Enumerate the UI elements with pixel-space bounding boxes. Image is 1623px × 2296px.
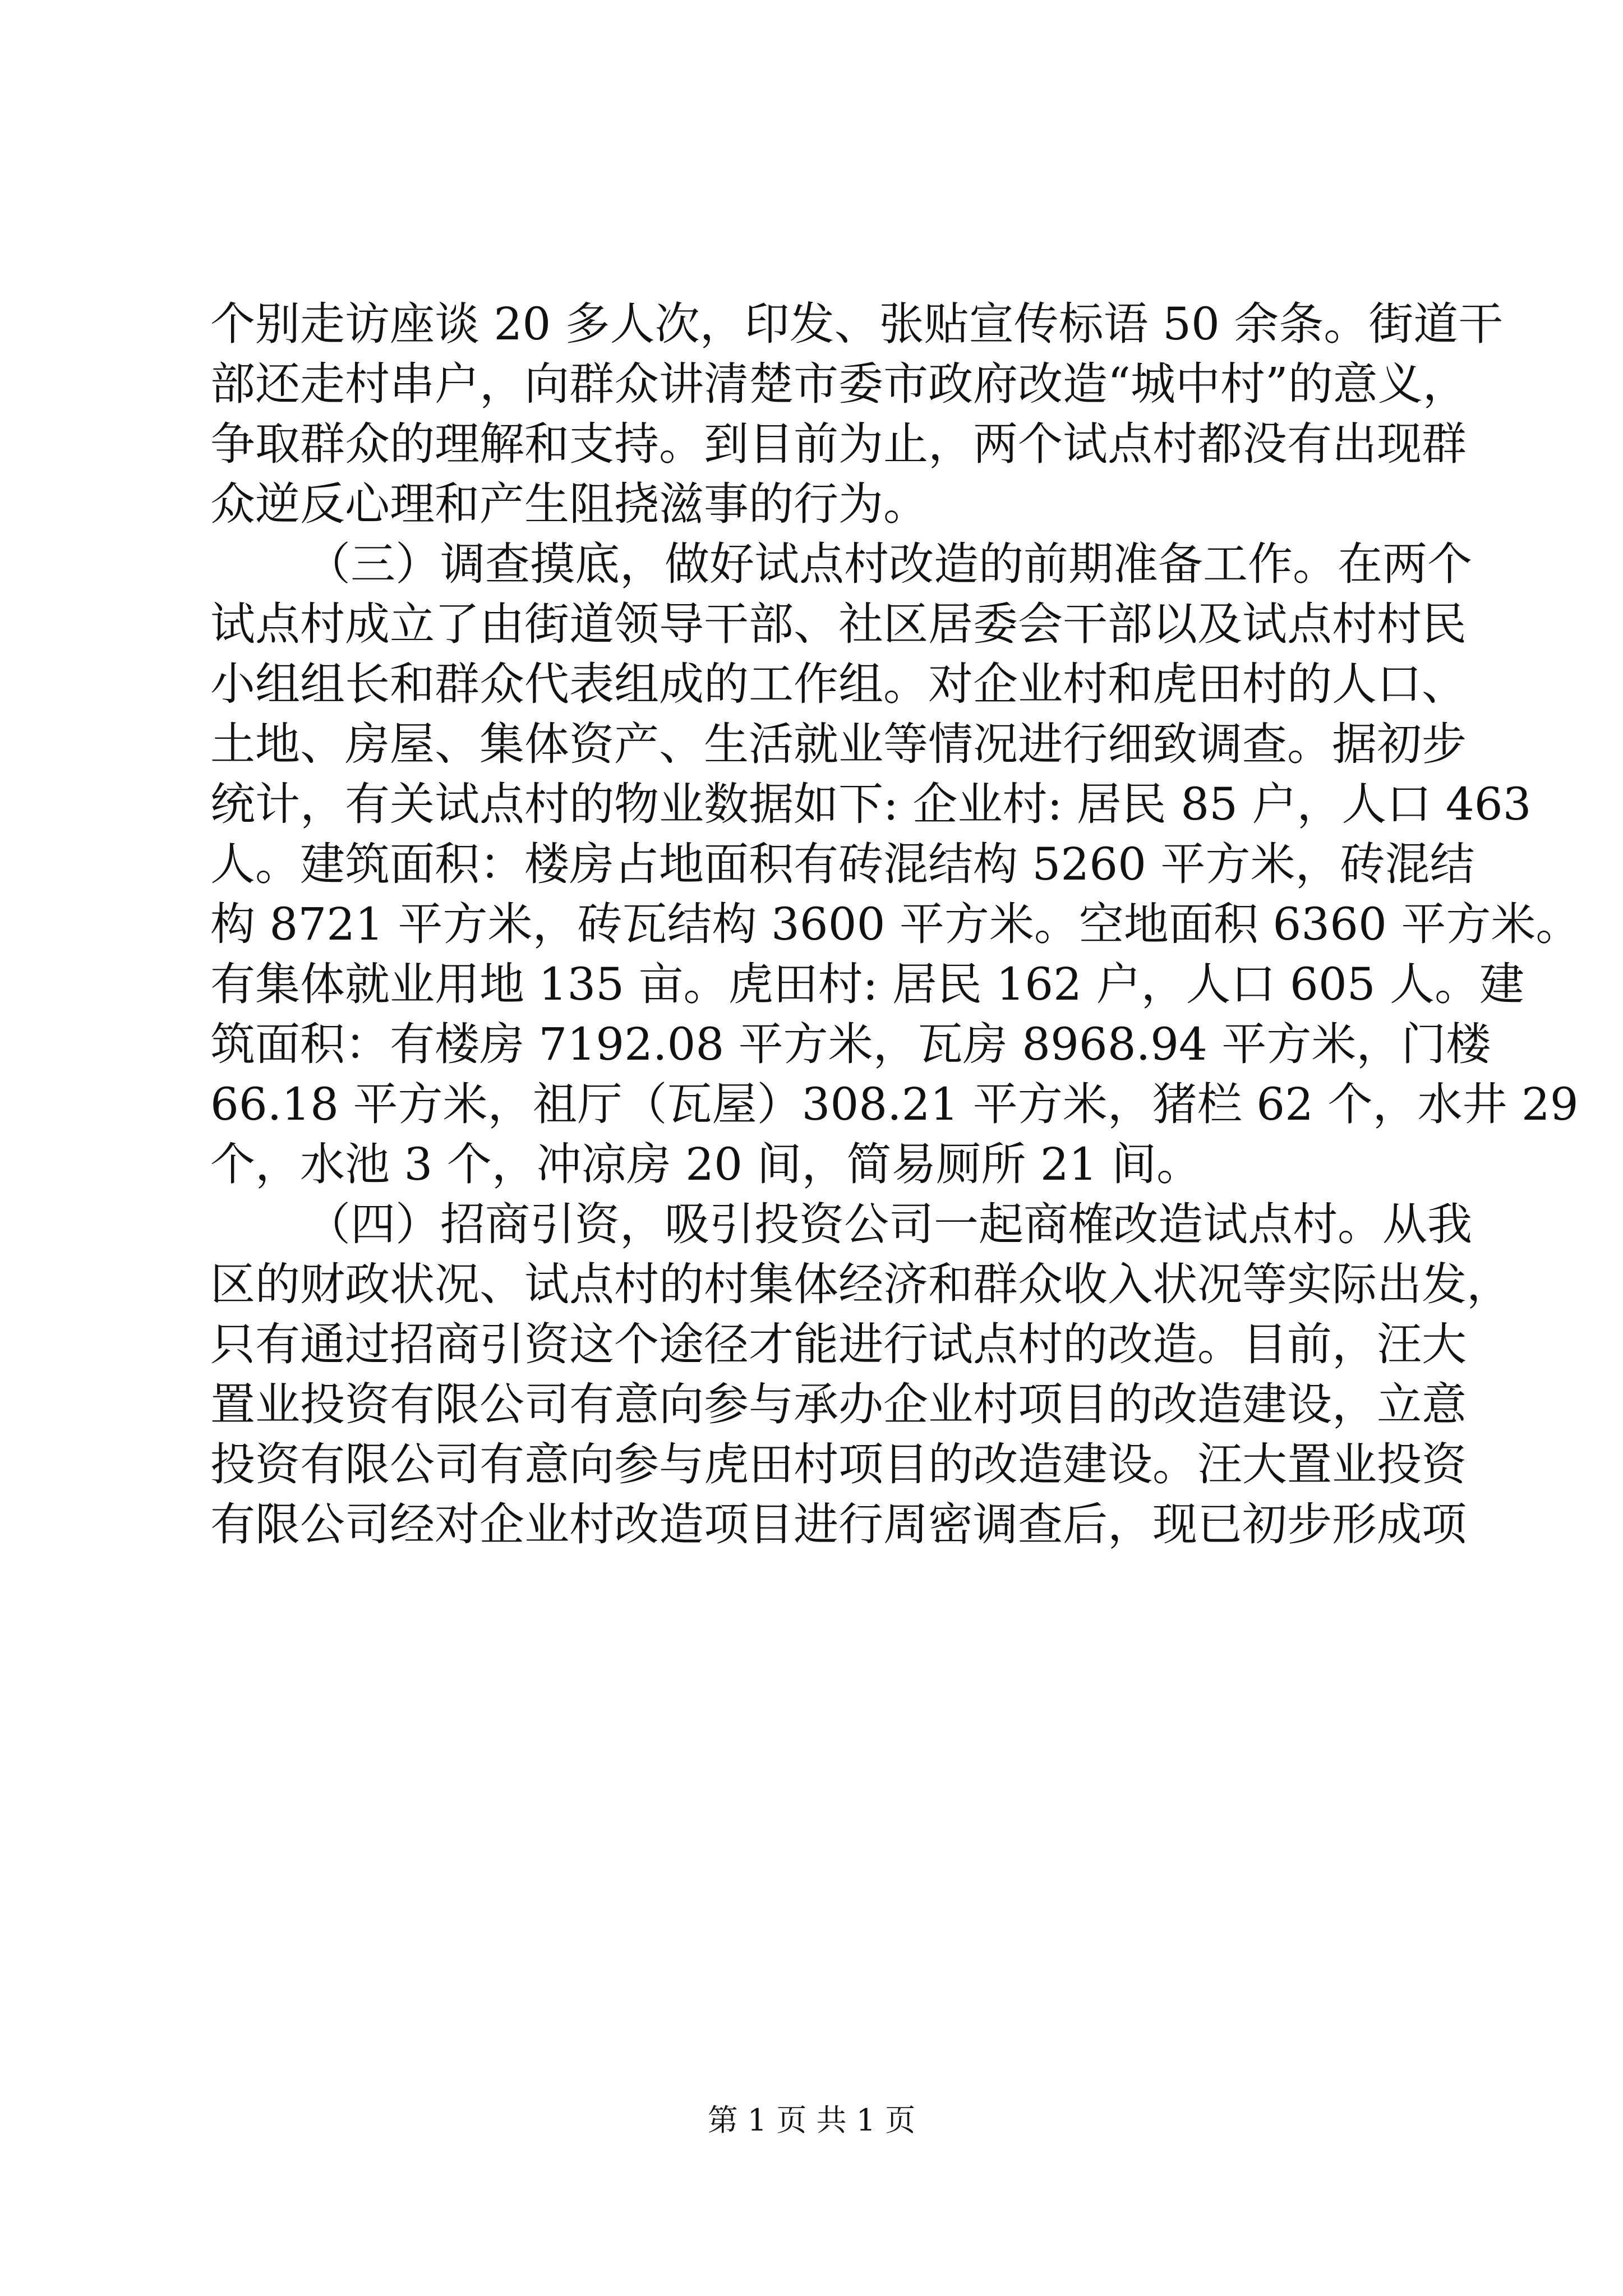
text-line-8: 土地、房屋、集体资产、生活就业等情况进行细致调查。据初步 — [210, 718, 1467, 770]
text-line-19: 置业投资有限公司有意向参与承办企业村项目的改造建设，立意 — [210, 1378, 1467, 1430]
text-line-12: 有集体就业用地 135 亩。虎田村: 居民 162 户，人口 605 人。建 — [210, 958, 1525, 1010]
text-line-3: 争取群众的理解和支持。到目前为止，两个试点村都没有出现群 — [210, 418, 1467, 470]
text-line-9: 统计，有关试点村的物业数据如下: 企业村: 居民 85 户，人口 463 — [210, 778, 1532, 830]
text-line-18: 只有通过招商引资这个途径才能进行试点村的改造。目前，汪大 — [210, 1318, 1467, 1370]
text-line-2: 部还走村串户，向群众讲清楚市委市政府改造“城中村”的意义， — [210, 358, 1468, 410]
text-line-16: （四）招商引资，吸引投资公司一起商榷改造试点村。从我 — [306, 1198, 1472, 1250]
text-line-21: 有限公司经对企业村改造项目进行周密调查后，现已初步形成项 — [210, 1498, 1467, 1550]
text-line-4: 众逆反心理和产生阻挠滋事的行为。 — [210, 478, 928, 530]
text-line-14: 66.18 平方米，祖厅（瓦屋）308.21 平方米，猪栏 62 个，水井 29 — [210, 1078, 1579, 1130]
text-line-20: 投资有限公司有意向参与虎田村项目的改造建设。汪大置业投资 — [210, 1438, 1467, 1490]
text-line-7: 小组组长和群众代表组成的工作组。对企业村和虎田村的人口、 — [210, 658, 1467, 710]
text-line-15: 个，水池 3 个，冲凉房 20 间，简易厕所 21 间。 — [210, 1138, 1202, 1190]
text-line-1: 个别走访座谈 20 多人次，印发、张贴宣传标语 50 余条。街道干 — [210, 298, 1504, 350]
text-line-17: 区的财政状况、试点村的村集体经济和群众收入状况等实际出发， — [210, 1258, 1511, 1310]
text-line-10: 人。建筑面积：楼房占地面积有砖混结构 5260 平方米，砖混结 — [210, 838, 1475, 890]
text-line-13: 筑面积：有楼房 7192.08 平方米，瓦房 8968.94 平方米，门楼 — [210, 1018, 1491, 1070]
text-line-6: 试点村成立了由街道领导干部、社区居委会干部以及试点村村民 — [210, 598, 1467, 650]
page-footer: 第 1 页 共 1 页 — [707, 2102, 916, 2138]
text-line-5: （三）调查摸底，做好试点村改造的前期准备工作。在两个 — [306, 538, 1472, 590]
text-line-11: 构 8721 平方米，砖瓦结构 3600 平方米。空地面积 6360 平方米。 — [210, 898, 1581, 950]
